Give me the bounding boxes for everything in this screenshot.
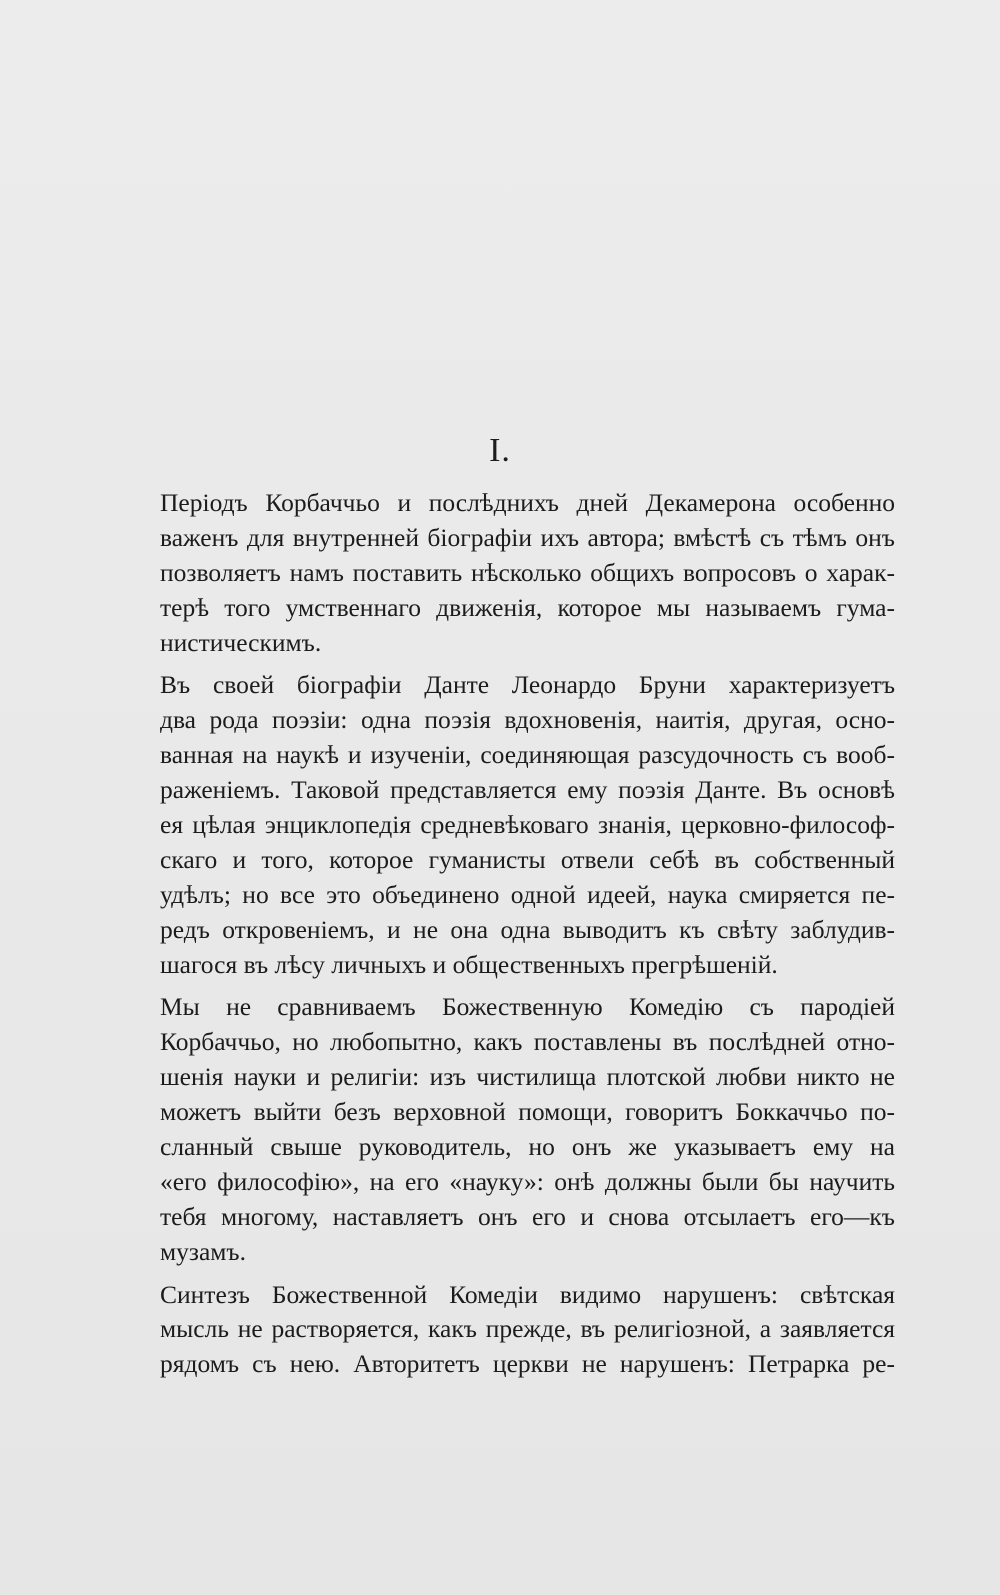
text-line: Синтезъ Божественной Комедіи видимо нарушенъ: свѣтская bbox=[160, 1279, 895, 1309]
text-line: шенія науки и религіи: изъ чистилища плотской любви никто не bbox=[160, 1062, 895, 1092]
text-line: мысль не растворяется, какъ прежде, въ религіозной, а заявляется bbox=[160, 1314, 895, 1344]
text-line: музамъ. bbox=[160, 1236, 246, 1266]
text-line: Мы не сравниваемъ Божественную Комедію съ пародіей bbox=[160, 992, 895, 1022]
text-line: редъ откровеніемъ, и не она одна выводитъ къ свѣту заблудив- bbox=[160, 914, 895, 944]
body-text bbox=[160, 486, 895, 1382]
paragraph bbox=[160, 1278, 895, 1383]
text-line: Корбаччьо, но любопытно, какъ поставлены въ послѣдней отно- bbox=[160, 1027, 895, 1057]
text-line: удѣлъ; но все это объединено одной идеей, наука смиряется пе- bbox=[160, 879, 895, 909]
paragraph bbox=[160, 486, 895, 660]
text-line: «его философію», на его «науку»: онѣ должны были бы научить bbox=[160, 1166, 895, 1196]
text-line: скаго и того, которое гуманисты отвели себѣ въ собственный bbox=[160, 844, 895, 874]
text-line: Въ своей біографіи Данте Леонардо Бруни характеризуетъ bbox=[160, 670, 895, 700]
text-line: раженіемъ. Таковой представляется ему поэзія Данте. Въ основѣ bbox=[160, 775, 895, 805]
section-heading: I. bbox=[489, 432, 511, 469]
text-line: тебя многому, наставляетъ онъ его и снова отсылаетъ его—къ bbox=[160, 1201, 895, 1231]
text-line: терѣ того умственнаго движенія, которое мы называемъ гума- bbox=[160, 592, 895, 622]
text-line: шагося въ лѣсу личныхъ и общественныхъ прегрѣшеній. bbox=[160, 949, 778, 979]
text-line: рядомъ съ нею. Авторитетъ церкви не нарушенъ: Петрарка ре- bbox=[160, 1349, 895, 1379]
text-line: сланный свыше руководитель, но онъ же указываетъ ему на bbox=[160, 1132, 895, 1162]
text-line: Періодъ Корбаччьо и послѣднихъ дней Декамерона особенно bbox=[160, 488, 895, 517]
text-line: ея цѣлая энциклопедія средневѣковаго знанія, церковно-философ- bbox=[160, 810, 895, 840]
paragraph bbox=[160, 990, 895, 1269]
text-line: можетъ выйти безъ верховной помощи, говоритъ Боккаччьо по- bbox=[160, 1097, 895, 1127]
text-line: ванная на наукѣ и изученіи, соединяющая разсудочность съ вооб- bbox=[160, 740, 895, 770]
text-line: важенъ для внутренней біографіи ихъ автора; вмѣстѣ съ тѣмъ онъ bbox=[160, 522, 895, 552]
text-line: позволяетъ намъ поставить нѣсколько общихъ вопросовъ о харак- bbox=[160, 557, 895, 587]
text-line: два рода поэзіи: одна поэзія вдохновенія, наитія, другая, осно- bbox=[160, 705, 895, 735]
paragraph bbox=[160, 668, 895, 982]
text-line: нистическимъ. bbox=[160, 627, 322, 657]
